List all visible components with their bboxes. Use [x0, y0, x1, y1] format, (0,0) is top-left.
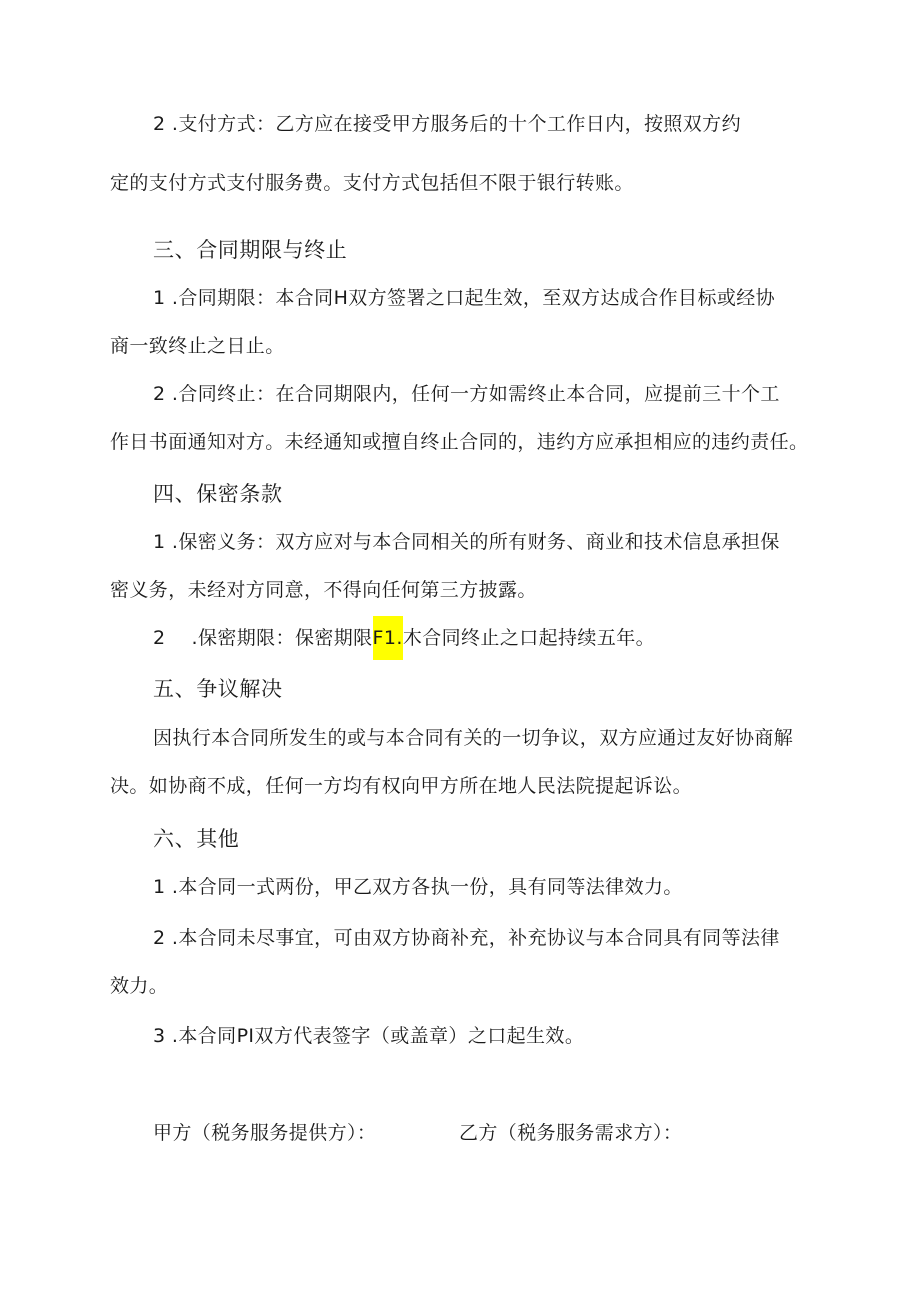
- contract-termination-line-2: 作日书面通知对方。未经通知或擅自终止合同的，违约方应承担相应的违约责任。: [110, 431, 809, 453]
- confidentiality-period-number: 2: [153, 627, 166, 649]
- other-item-2-line-2: 效力。: [110, 975, 169, 997]
- party-a-signature-label: 甲方（税务服务提供方）：: [153, 1122, 377, 1144]
- other-item-3: 3 .本合同PI双方代表签字（或盖章）之口起生效。: [153, 1025, 585, 1047]
- section-4-heading: 四、保密条款: [153, 482, 283, 506]
- confidentiality-obligation-line-1: 1 .保密义务：双方应对与本合同相关的所有财务、商业和技术信息承担保: [153, 531, 780, 553]
- confidentiality-period-text-end: 木合同终止之口起持续五年。: [402, 627, 656, 649]
- party-b-signature-label: 乙方（税务服务需求方）：: [459, 1122, 683, 1144]
- section-5-heading: 五、争议解决: [153, 677, 283, 701]
- section-3-heading: 三、合同期限与终止: [153, 238, 348, 262]
- highlighted-text: F1.: [373, 616, 403, 660]
- dispute-resolution-line-2: 决。如协商不成，任何一方均有权向甲方所在地人民法院提起诉讼。: [110, 775, 693, 797]
- other-item-1: 1 .本合同一式两份，甲乙双方各执一份，具有同等法律效力。: [153, 876, 683, 898]
- confidentiality-period-text-start: .保密期限：保密期限: [191, 627, 373, 649]
- section-6-heading: 六、其他: [153, 827, 240, 851]
- dispute-resolution-line-1: 因执行本合同所发生的或与本合同有关的一切争议，双方应通过友好协商解: [153, 727, 794, 749]
- payment-clause-line-2: 定的支付方式支付服务费。支付方式包括但不限于银行转账。: [110, 172, 634, 194]
- confidentiality-period-line: [153, 626, 655, 650]
- confidentiality-obligation-line-2: 密义务，未经对方同意，不得向任何第三方披露。: [110, 579, 537, 601]
- contract-term-line-2: 商一致终止之日止。: [110, 335, 285, 357]
- contract-term-line-1: 1 .合同期限：本合同H双方签署之口起生效，至双方达成合作目标或经协: [153, 287, 776, 309]
- contract-termination-line-1: 2 .合同终止：在合同期限内，任何一方如需终止本合同，应提前三十个工: [153, 383, 780, 405]
- payment-clause-line-1: 2 .支付方式：乙方应在接受甲方服务后的十个工作日内，按照双方约: [153, 113, 741, 135]
- other-item-2-line-1: 2 .本合同未尽事宜，可由双方协商补充，补充协议与本合同具有同等法律: [153, 927, 780, 949]
